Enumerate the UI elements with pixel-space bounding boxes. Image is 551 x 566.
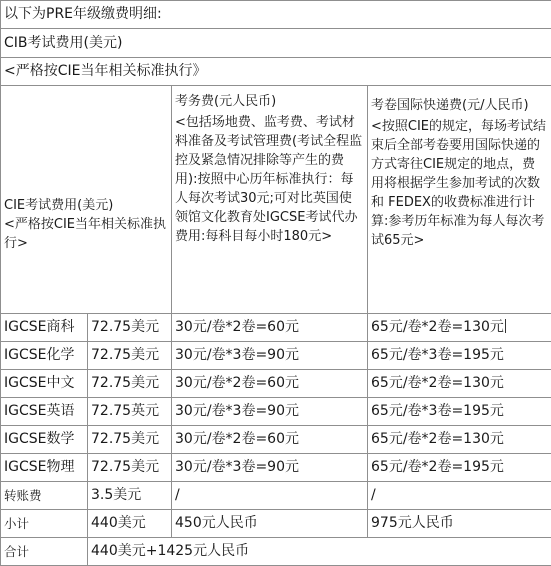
subtotal-label[interactable]: 小计 xyxy=(1,510,88,538)
header-exam-service-desc: <包括场地费、监考费、考试材料准备及考试管理费(考试全程监控及紧急情况排除等产生的费用):按照中心历年标准执行：每人每次考试30元;可对比英国使领馆文化教育处IGCSE考试代办费用:每科目每小时180元> xyxy=(175,115,362,244)
total-row xyxy=(1,538,551,566)
subject-fee[interactable]: 72.75美元 xyxy=(88,454,172,482)
total-label[interactable]: 合计 xyxy=(1,538,88,566)
subtotal-fee[interactable]: 440美元 xyxy=(88,510,172,538)
subtotal-row xyxy=(1,510,551,538)
transfer-exam-fee[interactable]: / xyxy=(172,482,368,510)
transfer-label[interactable]: 转账费 xyxy=(1,482,88,510)
table-row xyxy=(1,426,551,454)
header-exam-service-title: 考务费(元人民币) xyxy=(175,92,364,111)
transfer-fee[interactable]: 3.5美元 xyxy=(88,482,172,510)
subject-courier-fee[interactable]: 65元/卷*2卷=130元 xyxy=(368,426,551,454)
subject-fee[interactable]: 72.75美元 xyxy=(88,314,172,342)
text-cursor xyxy=(505,319,506,333)
table-row xyxy=(1,342,551,370)
subject-courier-fee[interactable]: 65元/卷*3卷=195元 xyxy=(368,398,551,426)
subject-name[interactable]: IGCSE中文 xyxy=(1,370,88,398)
subject-name[interactable]: IGCSE化学 xyxy=(1,342,88,370)
intro-note-row xyxy=(1,58,551,86)
subject-name[interactable]: IGCSE英语 xyxy=(1,398,88,426)
table-row xyxy=(1,398,551,426)
subject-exam-fee[interactable]: 30元/卷*3卷=90元 xyxy=(172,454,368,482)
subtotal-courier-fee[interactable]: 975元人民币 xyxy=(368,510,551,538)
subject-courier-fee[interactable]: 65元/卷*2卷=195元 xyxy=(368,454,551,482)
subject-name[interactable]: IGCSE商科 xyxy=(1,314,88,342)
header-courier-desc: <按照CIE的规定，每场考试结束后全部考卷要用国际快递的方式寄往CIE规定的地点，费用将根据学生参加考试的次数和 FEDEX的收费标准进行计算:参考历年标准为每人每次考试65元> xyxy=(371,119,546,248)
header-cie-fee[interactable]: CIE考试费用(美元) <严格按CIE当年相关标准执行> xyxy=(1,86,172,314)
header-row xyxy=(1,86,551,314)
header-courier-title: 考卷国际快递费(元/人民币) xyxy=(371,96,548,115)
subject-exam-fee[interactable]: 30元/卷*3卷=90元 xyxy=(172,342,368,370)
subject-name[interactable]: IGCSE数学 xyxy=(1,426,88,454)
subject-name[interactable]: IGCSE物理 xyxy=(1,454,88,482)
subject-courier-fee[interactable]: 65元/卷*3卷=195元 xyxy=(368,342,551,370)
total-value[interactable]: 440美元+1425元人民币 xyxy=(88,538,551,566)
subject-courier-fee[interactable] xyxy=(368,314,551,342)
subtotal-exam-fee[interactable]: 450元人民币 xyxy=(172,510,368,538)
table-row xyxy=(1,314,551,342)
intro-section-row xyxy=(1,29,551,58)
subject-exam-fee[interactable]: 30元/卷*2卷=60元 xyxy=(172,370,368,398)
subject-fee[interactable]: 72.75美元 xyxy=(88,426,172,454)
subject-fee[interactable]: 72.75美元 xyxy=(88,342,172,370)
table-row xyxy=(1,370,551,398)
intro-section[interactable]: CIB考试费用(美元) xyxy=(1,29,551,58)
transfer-courier-fee[interactable]: / xyxy=(368,482,551,510)
subject-courier-fee[interactable]: 65元/卷*2卷=130元 xyxy=(368,370,551,398)
subject-courier-text: 65元/卷*2卷=130元 xyxy=(371,319,504,335)
subject-exam-fee[interactable]: 30元/卷*2卷=60元 xyxy=(172,426,368,454)
header-exam-service[interactable] xyxy=(172,86,368,314)
table-row xyxy=(1,454,551,482)
transfer-row xyxy=(1,482,551,510)
intro-note[interactable]: <严格按CIE当年相关标准执行》 xyxy=(1,58,551,86)
subject-fee[interactable]: 72.75美元 xyxy=(88,370,172,398)
subject-exam-fee[interactable]: 30元/卷*2卷=60元 xyxy=(172,314,368,342)
subject-exam-fee[interactable]: 30元/卷*3卷=90元 xyxy=(172,398,368,426)
header-courier[interactable] xyxy=(368,86,551,314)
subject-fee[interactable]: 72.75英元 xyxy=(88,398,172,426)
intro-title-row xyxy=(1,1,551,29)
intro-title[interactable]: 以下为PRE年级缴费明细: xyxy=(1,1,551,29)
